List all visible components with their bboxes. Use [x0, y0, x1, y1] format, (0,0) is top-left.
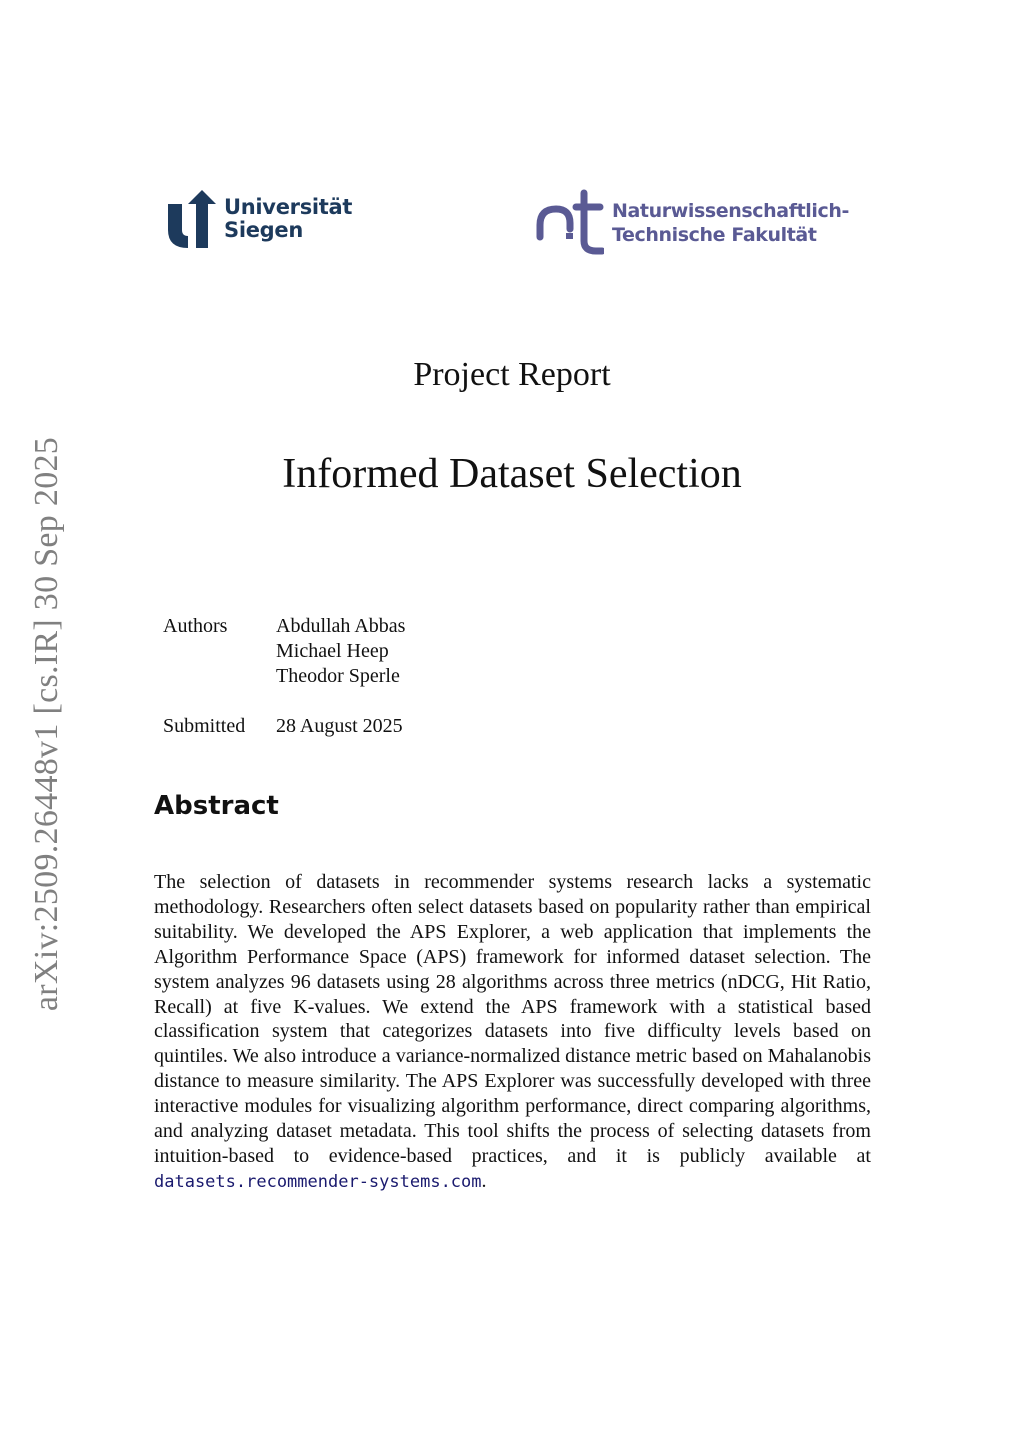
page-title: Informed Dataset Selection: [282, 451, 742, 497]
faculty-name-line1: Naturwissenschaftlich-: [612, 200, 849, 222]
university-name-line2: Siegen: [224, 218, 303, 242]
author-name: Michael Heep: [276, 640, 389, 662]
author-name: Theodor Sperle: [276, 665, 400, 687]
submitted-date: 28 August 2025: [276, 715, 403, 737]
university-siegen-logo-icon: [166, 190, 218, 248]
university-logo: [166, 190, 352, 248]
abstract-heading: Abstract: [154, 791, 279, 821]
abstract-body: [154, 870, 871, 1195]
abstract-end: .: [481, 1169, 487, 1192]
university-name-line1: Universität: [224, 195, 353, 219]
report-metadata: [163, 614, 405, 739]
arxiv-identifier: arXiv:2509.26448v1 [cs.IR] 30 Sep 2025: [28, 436, 65, 1012]
submitted-label: Submitted: [163, 715, 246, 737]
author-name: Abdullah Abbas: [276, 615, 406, 637]
document-type: Project Report: [413, 356, 611, 393]
abstract-text: The selection of datasets in recommender systems research lacks a systematic methodology. Researchers often select datasets based on popularity rather than empirical suitability. We developed the APS Explorer, a web application that implements the Algorithm Performance Space (APS) framework for informed dataset selection. The system analyzes 96 datasets using 28 algorithms across three metrics (nDCG, Hit Ratio, Recall) at five K-values. We extend the APS framework with a statistical based classification system that categorizes datasets into five difficulty levels based on quintiles. We also introduce a variance-normalized distance metric based on Mahalanobis distance to measure similarity. The APS Explorer was successfully developed with three interactive modules for visualizing algorithm performance, direct comparing algorithms, and analyzing dataset metadata. This tool shifts the process of selecting datasets from intuition-based to evidence-based practices, and it is publicly available at: [154, 871, 871, 1167]
website-link[interactable]: datasets.recommender-systems.com: [154, 1171, 482, 1192]
faculty-name-line2: Technische Fakultät: [612, 224, 817, 246]
authors-label: Authors: [163, 615, 228, 637]
faculty-logo: [536, 189, 849, 257]
nt-faculty-logo-icon: [536, 189, 604, 257]
